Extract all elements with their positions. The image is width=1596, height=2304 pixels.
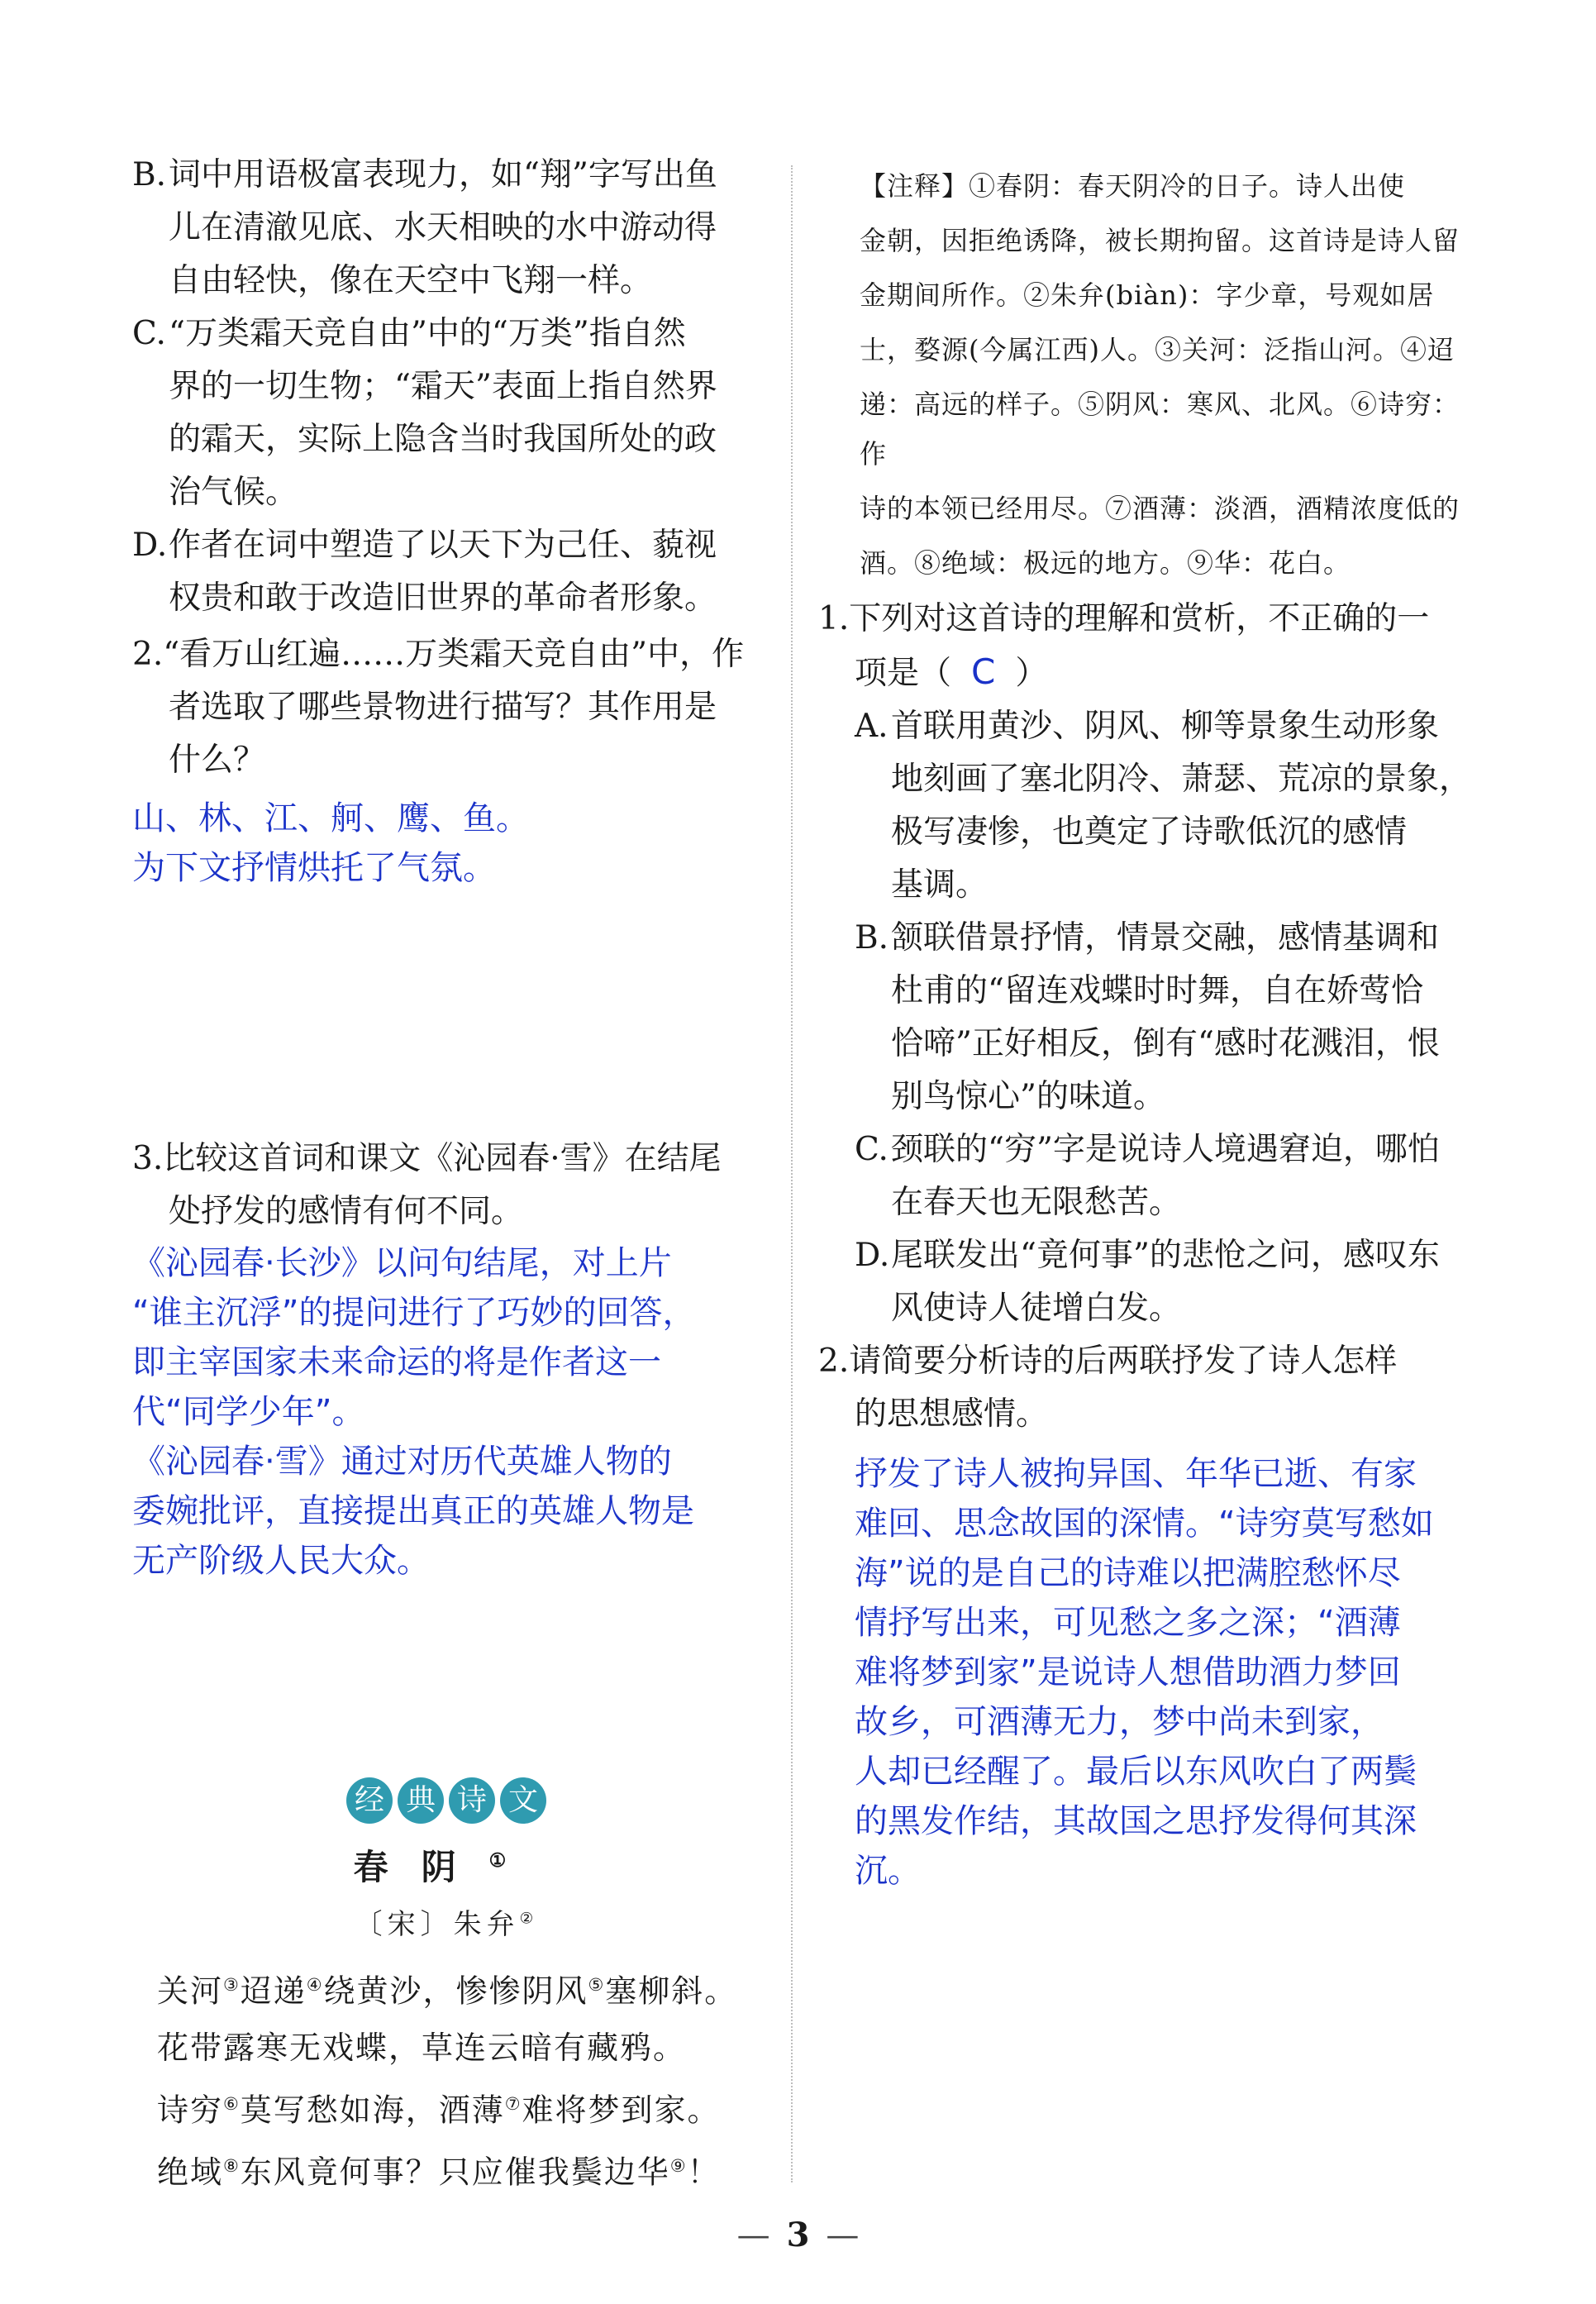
option-a: A.首联用黄沙、阴风、柳等景象生动形象 地刻画了塞北阴冷、萧瑟、荒凉的景象， 极写凄惨，也奠定了诗歌低沉的感情 基调。 xyxy=(855,708,1472,904)
option-d: D.尾联发出“竟何事”的悲怆之问，感叹东 风使诗人徒增白发。 xyxy=(855,1237,1440,1327)
answer-line: 《沁园春·雪》通过对历代英雄人物的 xyxy=(132,1443,672,1481)
note-line: 士，婺源(今属江西)人。③关河：泛指山河。④迢 xyxy=(860,334,1455,365)
option-line: 的霜天，实际上隐含当时我国所处的政 xyxy=(169,421,717,458)
column-divider xyxy=(791,165,793,2182)
option-b: B.颔联借景抒情，情景交融，感情基调和 杜甫的“留连戏蝶时时舞，自在娇莺恰 恰啼”正好相反，倒有“感时花溅泪，恨 别鸟惊心”的味道。 xyxy=(855,919,1440,1115)
option-c: C.颈联的“穷”字是说诗人境遇窘迫，哪怕 在春天也无限愁苦。 xyxy=(855,1131,1440,1221)
annotations xyxy=(818,161,1479,588)
answer-line: “谁主沉浮”的提问进行了巧妙的回答， xyxy=(132,1294,696,1332)
note-line: 递：高远的样子。⑤阴风：寒风、北风。⑥诗穷：作 xyxy=(860,389,1460,470)
answer-choice: C xyxy=(971,651,996,692)
options xyxy=(818,700,1479,1335)
question-2-right xyxy=(818,1335,1479,1896)
question-line: 者选取了哪些景物进行描写？其作用是 xyxy=(169,689,717,726)
option-c xyxy=(132,308,760,519)
badge-char: 文 xyxy=(500,1777,546,1824)
note-line: 金期间所作。②朱弁(biàn)：字少章，号观如居 xyxy=(860,279,1435,311)
option-line: 治气候。 xyxy=(169,474,298,511)
question-line: 3.比较这首词和课文《沁园春·雪》在结尾 xyxy=(132,1140,722,1177)
note-line: 酒。⑧绝域：极远的地方。⑨华：花白。 xyxy=(860,547,1351,579)
poem-line: 诗穷⑥莫写愁如海，酒薄⑦难将梦到家。 xyxy=(157,2092,721,2129)
options-prev xyxy=(132,149,760,625)
page-number: — 3 — xyxy=(736,2216,860,2254)
option-line: 界的一切生物；“霜天”表面上指自然界 xyxy=(169,368,717,405)
question-line: 2.请简要分析诗的后两联抒发了诗人怎样 xyxy=(818,1343,1398,1380)
right-column xyxy=(818,161,1479,1896)
left-column xyxy=(132,149,760,1586)
answer-line: 《沁园春·长沙》以问句结尾，对上片 xyxy=(132,1244,672,1282)
option-d xyxy=(132,519,760,625)
note-line: 诗的本领已经用尽。⑦酒薄：淡酒，酒精浓度低的 xyxy=(860,493,1460,524)
answer-line: 山、林、江、舸、鹰、鱼。 xyxy=(132,799,529,837)
question-line: 的思想感情。 xyxy=(855,1395,1049,1433)
handwritten-answer: 抒发了诗人被拘异国、年华已逝、有家 难回、思念故国的深情。“诗穷莫写愁如 海”说的是自己的诗难以把满腔愁怀尽 情抒写出来，可见愁之多之深；“酒薄 难将梦到家”是说诗人想借助酒力梦回 故乡，可酒薄无力，梦中尚未到家， 人却已经醒了。最后以东风吹白了两鬓 的黑发作结，其故国之思抒发得何其深 沉。 xyxy=(855,1455,1434,1890)
answer-line: 为下文抒情烘托了气氛。 xyxy=(132,849,496,887)
answer-line: 代“同学少年”。 xyxy=(132,1393,365,1431)
badge-char: 典 xyxy=(398,1777,444,1824)
handwritten-answer xyxy=(132,794,760,893)
poem-title: 春阴① xyxy=(353,1847,540,1887)
option-b xyxy=(132,149,760,308)
option-line: 自由轻快，像在天空中飞翔一样。 xyxy=(169,262,653,299)
handwritten-answer xyxy=(132,1238,760,1586)
option-line: 权贵和敢于改造旧世界的革命者形象。 xyxy=(169,580,717,617)
poem-line: 绝域⑧东风竟何事？只应催我鬓边华⑨！ xyxy=(157,2154,721,2191)
answer-line: 无产阶级人民大众。 xyxy=(132,1542,430,1580)
option-line: 作者在词中塑造了以天下为己任、藐视 xyxy=(169,527,717,564)
question-1-right xyxy=(818,593,1479,1335)
question-line: 1.下列对这首诗的理解和赏析，不正确的一 xyxy=(818,600,1430,637)
option-label: C. xyxy=(132,315,166,352)
section-badge xyxy=(132,1777,760,1824)
question-2-left xyxy=(132,628,760,893)
note-line: 【注释】①春阴：春天阴冷的日子。诗人出使 xyxy=(860,170,1406,202)
poem-line: 花带露寒无戏蝶，草连云暗有藏鸦。 xyxy=(157,2029,687,2066)
option-label: D. xyxy=(132,527,168,564)
badge-char: 经 xyxy=(346,1777,393,1824)
poem-author: 〔宋〕朱弁② xyxy=(354,1908,539,1941)
option-label: B. xyxy=(132,156,167,193)
question-line: 2.“看万山红遍……万类霜天竞自由”中，作 xyxy=(132,636,745,673)
question-line: 什么？ xyxy=(169,742,266,779)
question-3-left xyxy=(132,1133,760,1586)
option-line: “万类霜天竞自由”中的“万类”指自然 xyxy=(169,315,686,352)
option-line: 儿在清澈见底、水天相映的水中游动得 xyxy=(169,209,717,246)
poem-line: 关河③迢递④绕黄沙，惨惨阴风⑤塞柳斜。 xyxy=(157,1972,738,2010)
poem-body xyxy=(132,1957,760,2201)
badge-char: 诗 xyxy=(449,1777,495,1824)
option-line: 词中用语极富表现力，如“翔”字写出鱼 xyxy=(169,156,717,193)
classic-poetry-section xyxy=(132,1777,760,2201)
note-line: 金朝，因拒绝诱降，被长期拘留。这首诗是诗人留 xyxy=(860,225,1460,256)
answer-line: 即主宰国家未来命运的将是作者这一 xyxy=(132,1343,661,1381)
question-line: 处抒发的感情有何不同。 xyxy=(169,1193,524,1230)
answer-line: 委婉批评，直接提出真正的英雄人物是 xyxy=(132,1492,694,1530)
question-line: 项是（ C ） xyxy=(855,651,1048,692)
